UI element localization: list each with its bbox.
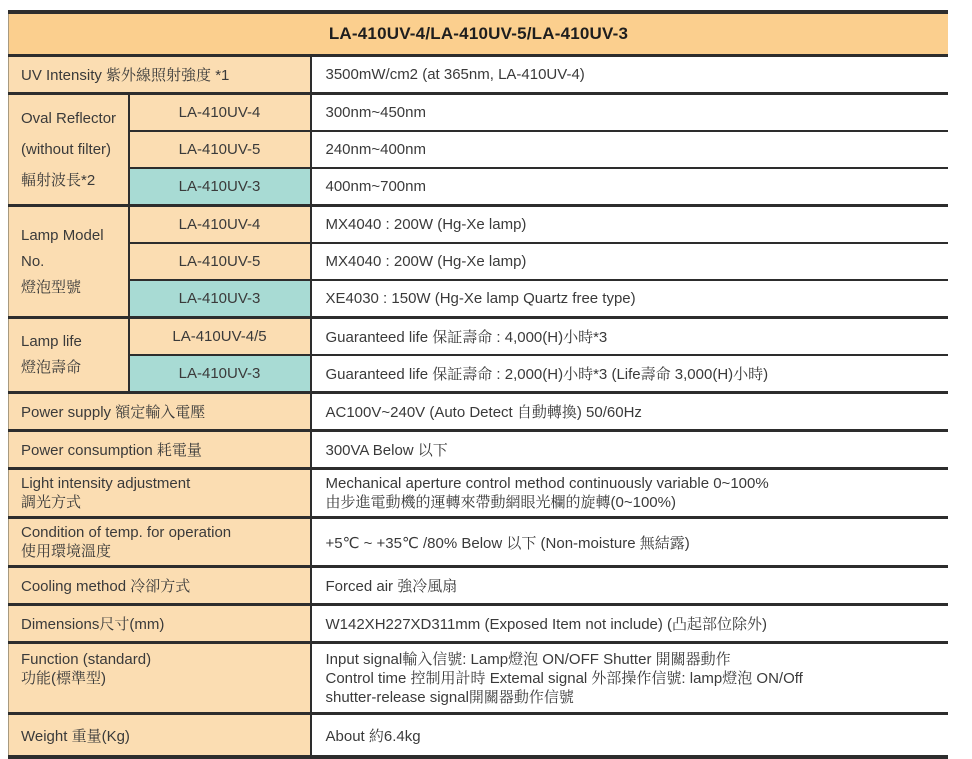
value-cell: XE4030 : 150W (Hg-Xe lamp Quartz free type) xyxy=(311,280,949,318)
model-cell-highlighted: LA-410UV-3 xyxy=(129,280,311,318)
row-lamp-model-1 xyxy=(9,206,949,244)
model-cell: LA-410UV-4 xyxy=(129,206,311,244)
function-label-line: 功能(標準型) xyxy=(21,670,106,687)
oval-reflector-label xyxy=(9,94,129,206)
power-supply-label: Power supply 額定輸入電壓 xyxy=(9,393,311,431)
lamp-model-label-line: 燈泡型號 xyxy=(21,278,82,296)
model-cell: LA-410UV-5 xyxy=(129,243,311,280)
spec-table xyxy=(8,10,948,759)
function-value-line: Control time 控制用計時 Extemal signal 外部操作信號: lamp燈泡 ON/Off xyxy=(325,670,803,687)
row-lamp-life-2 xyxy=(9,355,949,393)
cooling-label: Cooling method 冷卻方式 xyxy=(9,567,311,605)
table-header-row xyxy=(9,12,949,56)
row-weight xyxy=(9,714,949,758)
dimensions-value: W142XH227XD311mm (Exposed Item not include) (凸起部位除外) xyxy=(311,605,949,643)
value-cell: Guaranteed life 保証壽命 : 4,000(H)小時*3 xyxy=(311,318,949,356)
temp-condition-label xyxy=(9,518,311,567)
value-cell: MX4040 : 200W (Hg-Xe lamp) xyxy=(311,243,949,280)
value-cell: 240nm~400nm xyxy=(311,131,949,168)
function-value xyxy=(311,643,949,714)
value-cell: 400nm~700nm xyxy=(311,168,949,206)
model-cell: LA-410UV-4 xyxy=(129,94,311,132)
row-oval-reflector-2 xyxy=(9,131,949,168)
model-cell: LA-410UV-4/5 xyxy=(129,318,311,356)
model-cell: LA-410UV-5 xyxy=(129,131,311,168)
cooling-value: Forced air 強冷風扇 xyxy=(311,567,949,605)
lamp-model-label-line: Lamp Model No. xyxy=(21,226,104,270)
row-lamp-life-1 xyxy=(9,318,949,356)
temp-condition-label-line: 使用環境溫度 xyxy=(21,543,112,560)
value-cell: MX4040 : 200W (Hg-Xe lamp) xyxy=(311,206,949,244)
light-intensity-value-line: Mechanical aperture control method continuously variable 0~100% xyxy=(325,475,769,492)
power-consumption-value: 300VA Below 以下 xyxy=(311,431,949,469)
row-cooling xyxy=(9,567,949,605)
row-oval-reflector-1 xyxy=(9,94,949,132)
uv-intensity-value: 3500mW/cm2 (at 365nm, LA-410UV-4) xyxy=(311,56,949,94)
model-cell-highlighted: LA-410UV-3 xyxy=(129,355,311,393)
row-power-supply xyxy=(9,393,949,431)
row-oval-reflector-3 xyxy=(9,168,949,206)
function-value-line: shutter-release signal開關器動作信號 xyxy=(325,689,574,706)
lamp-life-label xyxy=(9,318,129,393)
row-lamp-model-3 xyxy=(9,280,949,318)
light-intensity-label-line: Light intensity adjustment xyxy=(21,475,191,492)
oval-reflector-label-line: (without filter) xyxy=(21,141,112,158)
row-lamp-model-2 xyxy=(9,243,949,280)
table-title: LA-410UV-4/LA-410UV-5/LA-410UV-3 xyxy=(9,12,949,56)
oval-reflector-label-line: 輻射波長*2 xyxy=(21,172,96,189)
lamp-life-label-line: Lamp life xyxy=(21,333,82,350)
value-cell: 300nm~450nm xyxy=(311,94,949,132)
row-function xyxy=(9,643,949,714)
power-supply-value: AC100V~240V (Auto Detect 自動轉換) 50/60Hz xyxy=(311,393,949,431)
function-label xyxy=(9,643,311,714)
uv-intensity-label: UV Intensity 紫外線照射強度 *1 xyxy=(9,56,311,94)
light-intensity-value-line: 由步進電動機的運轉來帶動網眼光欄的旋轉(0~100%) xyxy=(325,494,676,511)
function-label-line: Function (standard) xyxy=(21,651,152,668)
oval-reflector-label-line: Oval Reflector xyxy=(21,110,117,127)
value-cell: Guaranteed life 保証壽命 : 2,000(H)小時*3 (Life壽命 3,000(H)小時) xyxy=(311,355,949,393)
light-intensity-label xyxy=(9,469,311,518)
row-uv-intensity xyxy=(9,56,949,94)
light-intensity-value xyxy=(311,469,949,518)
row-power-consumption xyxy=(9,431,949,469)
light-intensity-label-line: 調光方式 xyxy=(21,494,82,511)
weight-label: Weight 重量(Kg) xyxy=(9,714,311,758)
lamp-model-label xyxy=(9,206,129,318)
row-temp-condition xyxy=(9,518,949,567)
power-consumption-label: Power consumption 耗電量 xyxy=(9,431,311,469)
lamp-life-label-line: 燈泡壽命 xyxy=(21,359,82,376)
temp-condition-value: +5℃ ~ +35℃ /80% Below 以下 (Non-moisture 無結露) xyxy=(311,518,949,567)
function-value-line: Input signal輸入信號: Lamp燈泡 ON/OFF Shutter 開關器動作 xyxy=(325,651,731,668)
dimensions-label: Dimensions尺寸(mm) xyxy=(9,605,311,643)
row-dimensions xyxy=(9,605,949,643)
row-light-intensity xyxy=(9,469,949,518)
model-cell-highlighted: LA-410UV-3 xyxy=(129,168,311,206)
temp-condition-label-line: Condition of temp. for operation xyxy=(21,524,232,541)
weight-value: About 約6.4kg xyxy=(311,714,949,758)
